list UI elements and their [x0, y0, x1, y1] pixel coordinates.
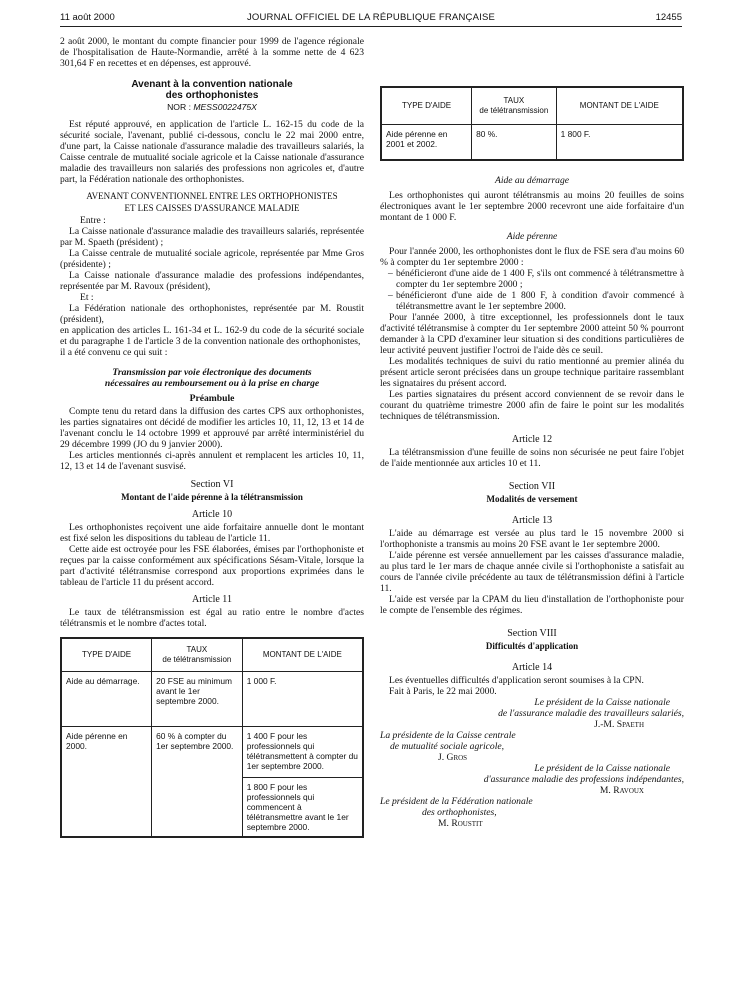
- article-10-paragraph-2: Cette aide est octroyée pour les FSE élaborées, émises par l'orthophoniste et reçues par la caisse conformément aux spécifications Sésam-Vitale, lorsque la part d'activité télétransmise correspond aux proportions exprimées dans le tableau de l'article 11 du présent accord.: [60, 544, 364, 588]
- table-row: [61, 727, 363, 778]
- party-cnamts: La Caisse nationale d'assurance maladie des travailleurs salariés, représentée par M. Spaeth (président) ;: [60, 226, 364, 248]
- signature-3-line1: Le président de la Caisse nationale: [534, 763, 670, 774]
- entre-label: Entre :: [80, 215, 106, 226]
- article-13-paragraph-2: L'aide pérenne est versée annuellement par les caisses d'assurance maladie, au plus tard le 1er mars de chaque année civile si l'orthophoniste a satisfait au cours de l'année civile précédente au taux de télétransmission défini à l'article 11.: [380, 550, 684, 594]
- table-cell: Aide pérenne en 2001 et 2002.: [381, 125, 472, 161]
- article-10-heading: Article 10: [191, 509, 233, 520]
- nor-code: MESS0022475X: [193, 102, 257, 112]
- article-13-paragraph-3: L'aide est versée par la CPAM du lieu d'installation de l'orthophoniste pour le compte de l'ensemble des régimes.: [380, 594, 684, 616]
- signature-3-line2: d'assurance maladie des professions indépendantes,: [483, 774, 684, 785]
- aide-perenne-paragraph-1: Pour l'année 2000, les orthophonistes dont le flux de FSE sera d'au moins 60 % à compter du 1er septembre 2000 :: [380, 246, 684, 268]
- transmission-title: [60, 367, 364, 389]
- transmission-title-line1: Transmission par voie électronique des documents: [112, 367, 312, 378]
- article-13-heading: Article 13: [511, 515, 553, 526]
- section-8-title: Difficultés d'application: [485, 641, 579, 651]
- table-header-row: [381, 87, 683, 125]
- taux-line2: de télétransmission: [479, 106, 549, 115]
- bullet-text-2: bénéficieront d'une aide de 1 800 F, à condition d'avoir commencé à télétransmettre avant le 1er septembre 2000.: [396, 290, 684, 312]
- table-header-taux: [152, 638, 243, 672]
- party-fno: La Fédération nationale des orthophonistes, représentée par M. Roustit (président),: [60, 303, 364, 325]
- table-cell: 1 000 F.: [242, 672, 363, 727]
- article-12-paragraph: La télétransmission d'une feuille de soins non sécurisée ne peut faire l'objet de l'aide mentionnée aux articles 10 et 11.: [380, 447, 684, 469]
- transmission-title-line2: nécessaires au remboursement ou à la prise en charge: [104, 378, 320, 389]
- page-header: [60, 12, 682, 26]
- preambule-paragraph-2: Les articles mentionnés ci-après annulent et remplacent les articles 10, 11, 12, 13 et 14 de l'avenant susvisé.: [60, 450, 364, 472]
- signature-4-line2: des orthophonistes,: [422, 807, 497, 818]
- signature-1-line1: Le président de la Caisse nationale: [534, 697, 670, 708]
- avenant-title-line1: Avenant à la convention nationale: [131, 79, 293, 90]
- taux-line2: de télétransmission: [162, 655, 232, 664]
- table-header-row: [61, 638, 363, 672]
- article-14-heading: Article 14: [511, 662, 553, 673]
- avenant-caps-title-2: ET LES CAISSES D'ASSURANCE MALADIE: [124, 203, 300, 213]
- aid-table-left: [60, 637, 364, 838]
- table-cell: 80 %.: [472, 125, 557, 161]
- preambule-paragraph-1: Compte tenu du retard dans la diffusion des cartes CPS aux orthophonistes, les parties signataires ont décidé de modifier les articles 10, 11, 12, 13 et 14 de l'avenant conclu le 14 octobre 1999 et approuvé par arrêté interministériel du 29 décembre 1999 (JO du 9 janvier 2000).: [60, 406, 364, 450]
- left-column: [60, 36, 364, 838]
- et-label: Et :: [80, 292, 94, 303]
- table-row: [61, 672, 363, 727]
- taux-line1: TAUX: [503, 96, 525, 105]
- table-cell: 1 400 F pour les professionnels qui télétransmettent à compter du 1er septembre 2000.: [242, 727, 363, 778]
- right-column: [380, 36, 684, 829]
- table-header-montant: MONTANT DE L'AIDE: [242, 638, 363, 672]
- application-paragraph: en application des articles L. 161-34 et L. 162-9 du code de la sécurité sociale et du paragraphe 1 de l'article 3 de la convention nationale des orthophonistes,: [60, 325, 364, 347]
- nor-label: NOR :: [167, 102, 191, 112]
- header-page-number: 12455: [655, 12, 682, 23]
- party-ccmsa: La Caisse centrale de mutualité sociale agricole, représentée par Mme Gros (présidente) ;: [60, 248, 364, 270]
- nor-reference: [60, 102, 364, 113]
- section-7-heading: Section VII: [508, 481, 556, 492]
- list-item: – bénéficieront d'une aide de 1 400 F, s'ils ont commencé à télétransmettre à compter du 1er septembre 2000 ;: [388, 268, 684, 290]
- article-11-heading: Article 11: [192, 594, 232, 605]
- header-rule: [60, 26, 682, 27]
- article-10-paragraph-1: Les orthophonistes reçoivent une aide forfaitaire annuelle dont le montant est fixé selon les dispositions du tableau de l'article 11.: [60, 522, 364, 544]
- aide-demarrage-paragraph: Les orthophonistes qui auront télétransmis au moins 20 feuilles de soins électroniques avant le 1er septembre 2000 recevront une aide forfaitaire d'un montant de 1 000 F.: [380, 190, 684, 223]
- intro-paragraph: 2 août 2000, le montant du compte financier pour 1999 de l'agence régionale de l'hospitalisation de Haute-Normandie, arrêté à la somme nette de 4 623 301,64 F en recettes et en dépenses, est approuvé.: [60, 36, 364, 69]
- signature-1-line2: de l'assurance maladie des travailleurs salariés,: [498, 708, 684, 719]
- article-12-heading: Article 12: [511, 434, 553, 445]
- table-cell: 60 % à compter du 1er septembre 2000.: [152, 727, 243, 838]
- fait-a-paris: Fait à Paris, le 22 mai 2000.: [389, 686, 497, 697]
- header-journal-title: JOURNAL OFFICIEL DE LA RÉPUBLIQUE FRANÇAISE: [246, 12, 496, 23]
- signature-2-name: J. Gros: [438, 752, 468, 763]
- table-header-type: TYPE D'AIDE: [381, 87, 472, 125]
- table-cell: Aide pérenne en 2000.: [61, 727, 152, 838]
- list-item: – bénéficieront d'une aide de 1 800 F, à condition d'avoir commencé à télétransmettre avant le 1er septembre 2000.: [388, 290, 684, 312]
- article-13-paragraph-1: L'aide au démarrage est versée au plus tard le 15 novembre 2000 si l'orthophoniste a transmis au moins 20 FSE avant le 1er septembre 2000.: [380, 528, 684, 550]
- approval-paragraph: Est réputé approuvé, en application de l'article L. 162-15 du code de la sécurité sociale, l'avenant, publié ci-dessous, conclu le 22 mai 2000 entre, d'une part, la Caisse nationale d'assurance maladie des travailleurs salariés, la Caisse centrale de mutualité sociale agricole et la Caisse nationale d'assurance maladie des travailleurs non salariés des professions non agricoles et, d'autre part, la Fédération nationale des orthophonistes.: [60, 119, 364, 185]
- aide-perenne-paragraph-4: Les parties signataires du présent accord conviennent de se revoir dans le courant du quatrième trimestre 2000 afin de faire le point sur les modalités techniques de télétransmission.: [380, 389, 684, 422]
- preambule-title: Préambule: [189, 393, 235, 404]
- avenant-title-line2: des orthophonistes: [165, 90, 259, 101]
- table-cell: Aide au démarrage.: [61, 672, 152, 727]
- table-cell: 20 FSE au minimum avant le 1er septembre 2000.: [152, 672, 243, 727]
- convenu-paragraph: il a été convenu ce qui suit :: [60, 347, 168, 358]
- section-8-heading: Section VIII: [507, 628, 557, 639]
- table-header-type: TYPE D'AIDE: [61, 638, 152, 672]
- header-date: 11 août 2000: [60, 12, 115, 23]
- taux-line1: TAUX: [186, 645, 208, 654]
- aide-perenne-title: Aide pérenne: [506, 231, 558, 242]
- article-14-paragraph: Les éventuelles difficultés d'application seront soumises à la CPN.: [389, 675, 644, 686]
- table-row: [381, 125, 683, 161]
- section-6-title: Montant de l'aide pérenne à la télétransmission: [121, 492, 303, 502]
- signature-3-name: M. Ravoux: [599, 785, 644, 796]
- table-cell: 1 800 F pour les professionnels qui commencent à télétransmettre avant le 1er septembre 2000.: [242, 778, 363, 838]
- table-header-montant: MONTANT DE L'AIDE: [556, 87, 683, 125]
- aide-perenne-paragraph-3: Les modalités techniques de suivi du ratio mentionné au premier alinéa du présent article seront précisées dans un groupe technique paritaire rassemblant les signataires du présent accord.: [380, 356, 684, 389]
- signature-2-line1: La présidente de la Caisse centrale: [380, 730, 516, 741]
- section-7-title: Modalités de versement: [486, 494, 578, 504]
- section-6-heading: Section VI: [190, 479, 234, 490]
- signature-2-line2: de mutualité sociale agricole,: [390, 741, 505, 752]
- signature-4-name: M. Roustit: [438, 818, 483, 829]
- signature-1-name: J.-M. Spaeth: [594, 719, 644, 730]
- bullet-text-1: bénéficieront d'une aide de 1 400 F, s'ils ont commencé à télétransmettre à compter du 1er septembre 2000 ;: [396, 268, 684, 290]
- aid-table-right: [380, 86, 684, 161]
- table-cell: 1 800 F.: [556, 125, 683, 161]
- avenant-caps-title-1: AVENANT CONVENTIONNEL ENTRE LES ORTHOPHONISTES: [86, 191, 338, 201]
- aide-demarrage-title: Aide au démarrage: [494, 175, 570, 186]
- article-11-paragraph: Le taux de télétransmission est égal au ratio entre le nombre d'actes télétransmis et le nombre d'actes total.: [60, 607, 364, 629]
- signature-4-line1: Le président de la Fédération nationale: [380, 796, 533, 807]
- table-header-taux: [472, 87, 557, 125]
- aide-perenne-paragraph-2: Pour l'année 2000, à titre exceptionnel, les professionnels dont le taux d'activité télétransmise à compter du 1er septembre 2000 atteint 50 % pourront demander à la CPD d'examiner leur situation si des conditions particulières de leur activité peuvent justifier l'octroi de l'aide dès ce seuil.: [380, 312, 684, 356]
- party-canam: La Caisse nationale d'assurance maladie des professions indépendantes, représentée par M. Ravoux (président),: [60, 270, 364, 292]
